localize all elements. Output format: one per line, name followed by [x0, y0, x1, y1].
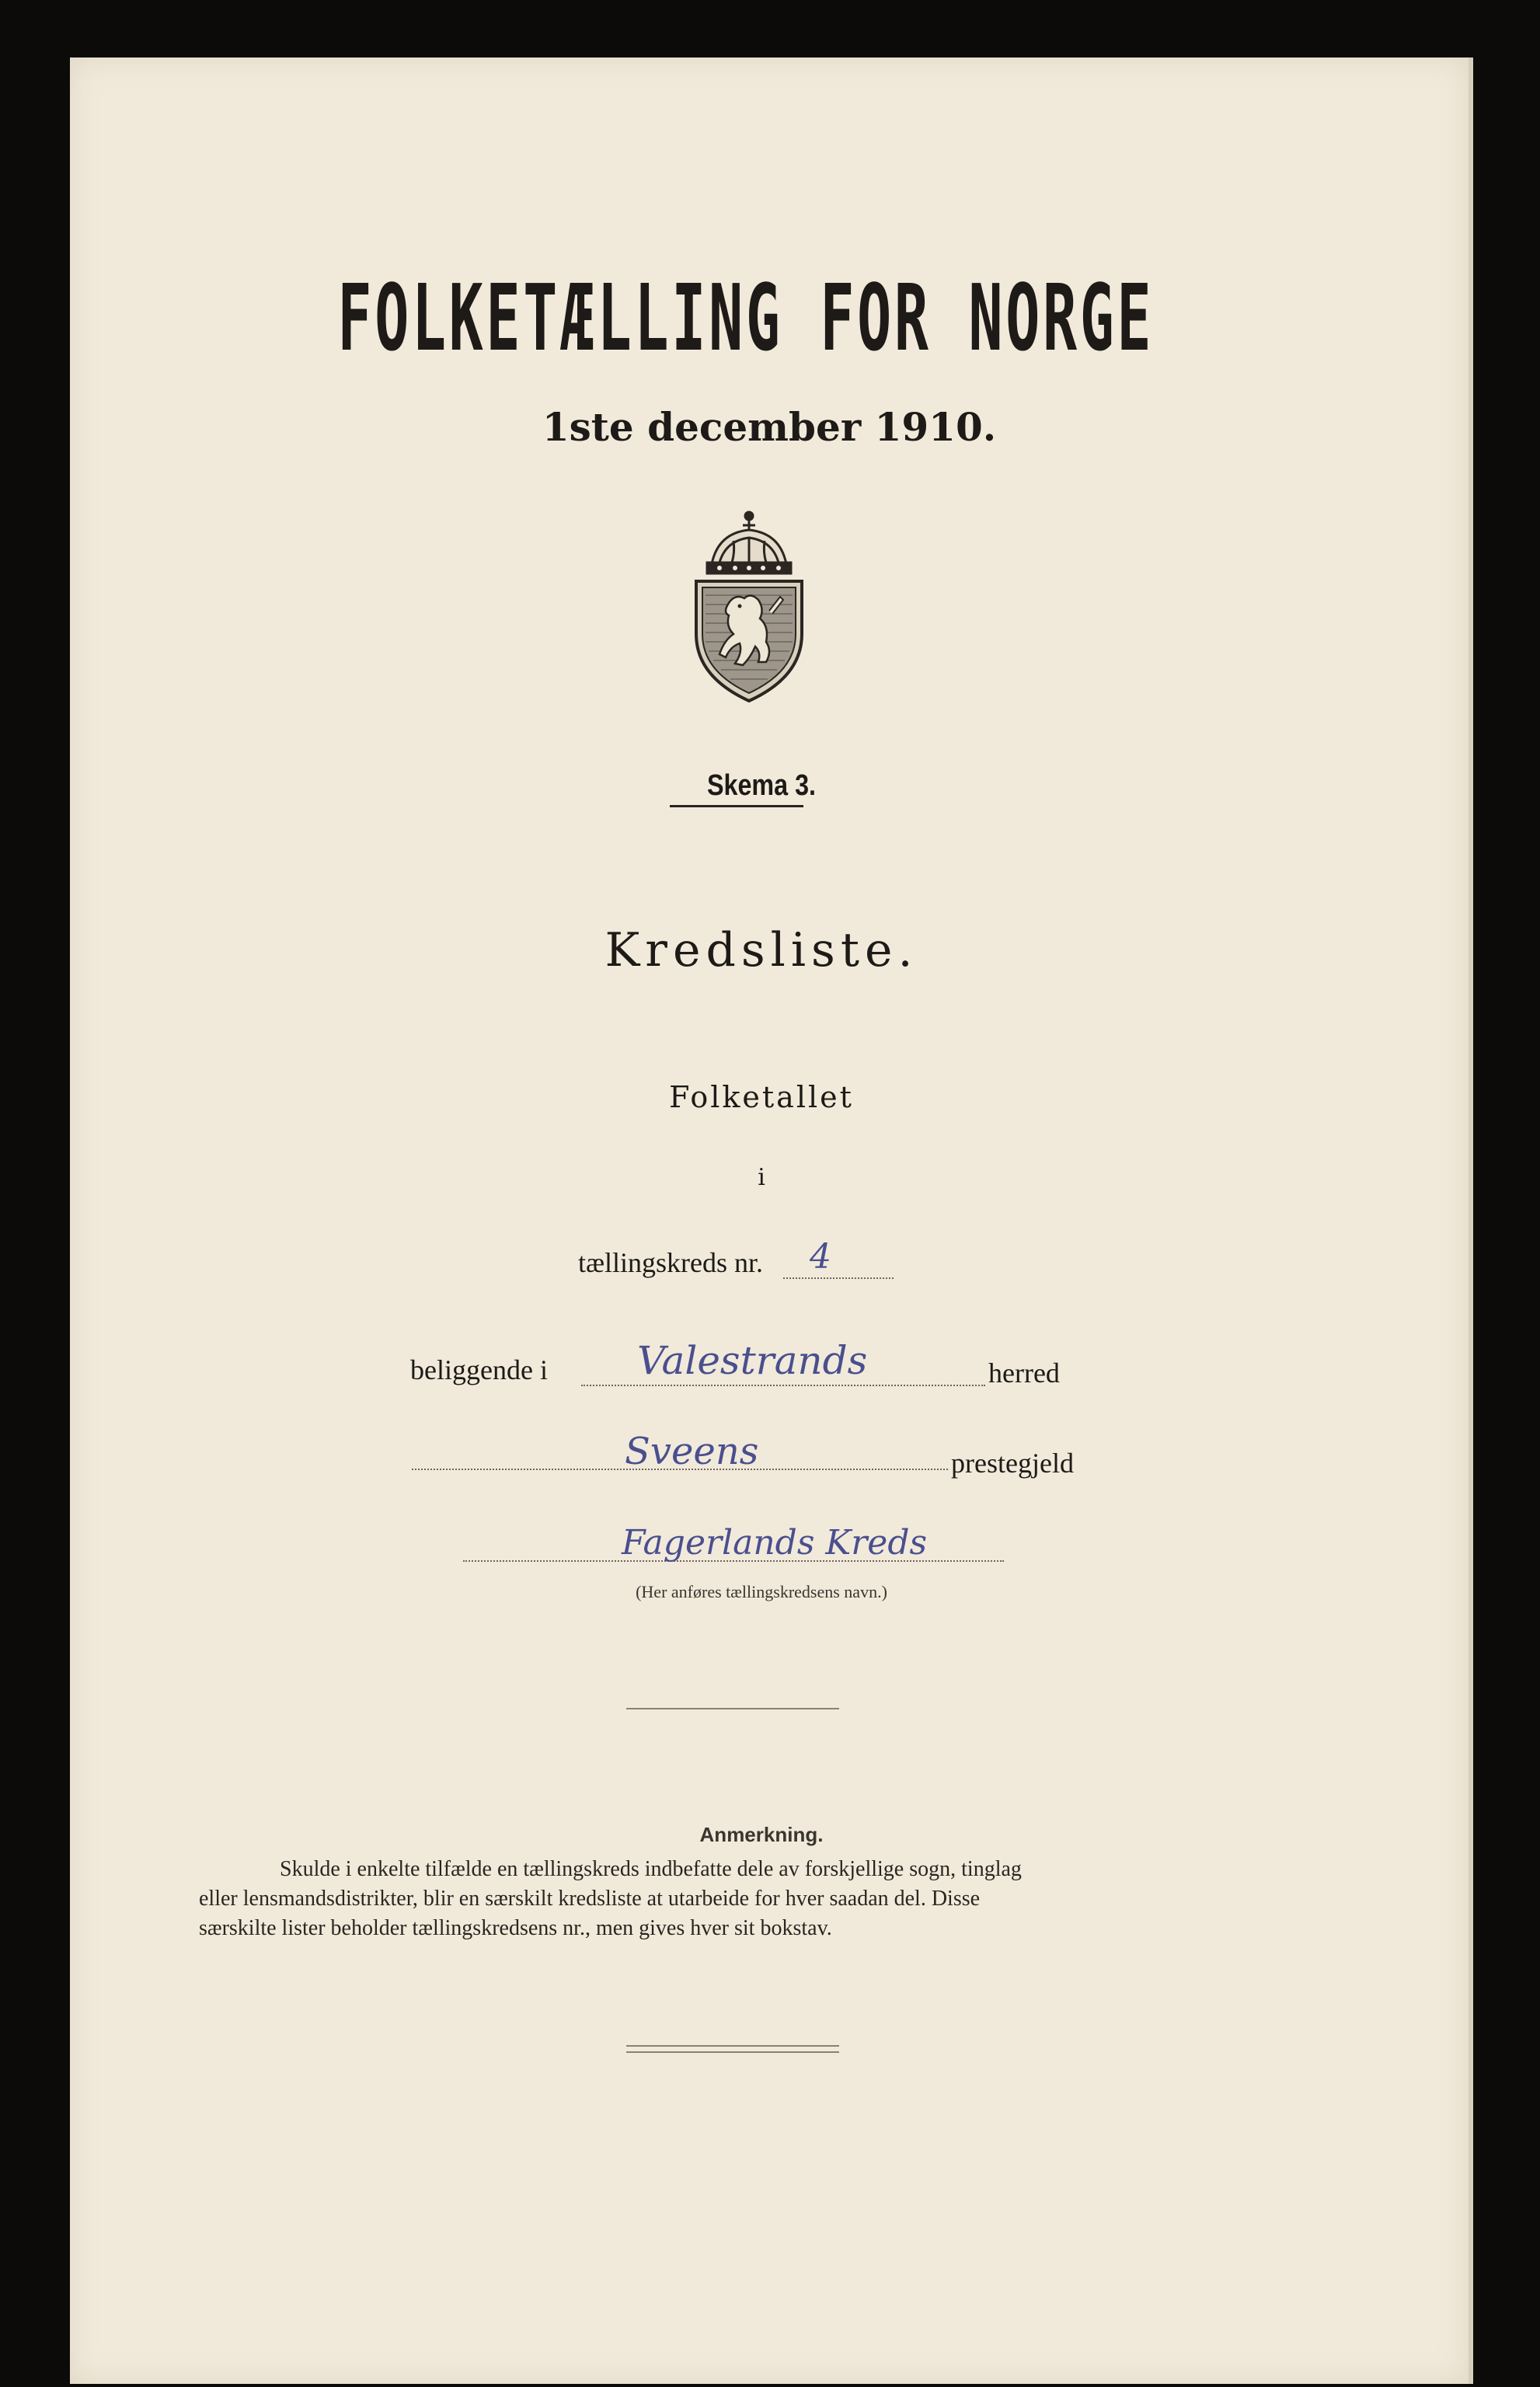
note-line-3: særskilte lister beholder tællingskredsens nr., men gives hver sit bokstav. — [199, 1916, 832, 1940]
document-header-title: FOLKETÆLLING FOR NORGE — [337, 264, 1155, 371]
herred-value: Valestrands — [637, 1338, 868, 1383]
subtitle: Folketallet — [669, 1080, 854, 1114]
prestegjeld-label: prestegjeld — [951, 1448, 1074, 1479]
note-line-2: eller lensmandsdistrikter, blir en særskilt kredsliste at utarbeide for hver saadan del. Disse — [199, 1887, 981, 1911]
location-label: beliggende i — [410, 1354, 548, 1385]
schema-underline — [670, 805, 803, 807]
kreds-number-dotline — [783, 1277, 894, 1279]
note-title: Anmerkning. — [699, 1823, 824, 1846]
kredsnavn-hint: (Her anføres tællingskredsens navn.) — [636, 1582, 887, 1601]
herred-dotline — [581, 1385, 985, 1386]
note-line-1: Skulde i enkelte tilfælde en tællingskreds indbefatte dele av forskjellige sogn, tinglag — [280, 1857, 1022, 1881]
connector-word: i — [758, 1164, 765, 1191]
footer-rule-bottom — [626, 2051, 839, 2053]
kreds-number-value: 4 — [810, 1237, 831, 1277]
section-divider — [626, 1708, 839, 1709]
kreds-number-label: tællingskreds nr. — [578, 1247, 764, 1278]
paper-edge — [1469, 57, 1473, 2384]
prestegjeld-value: Sveens — [625, 1430, 759, 1473]
census-date: 1ste december 1910. — [542, 404, 997, 450]
kredsnavn-value: Fagerlands Kreds — [622, 1523, 928, 1563]
document-title: Kredsliste. — [605, 923, 918, 977]
footer-rule-top — [626, 2045, 839, 2047]
norwegian-coat-of-arms-icon — [688, 510, 810, 704]
schema-number: Skema 3. — [706, 769, 817, 802]
herred-label: herred — [988, 1357, 1060, 1389]
